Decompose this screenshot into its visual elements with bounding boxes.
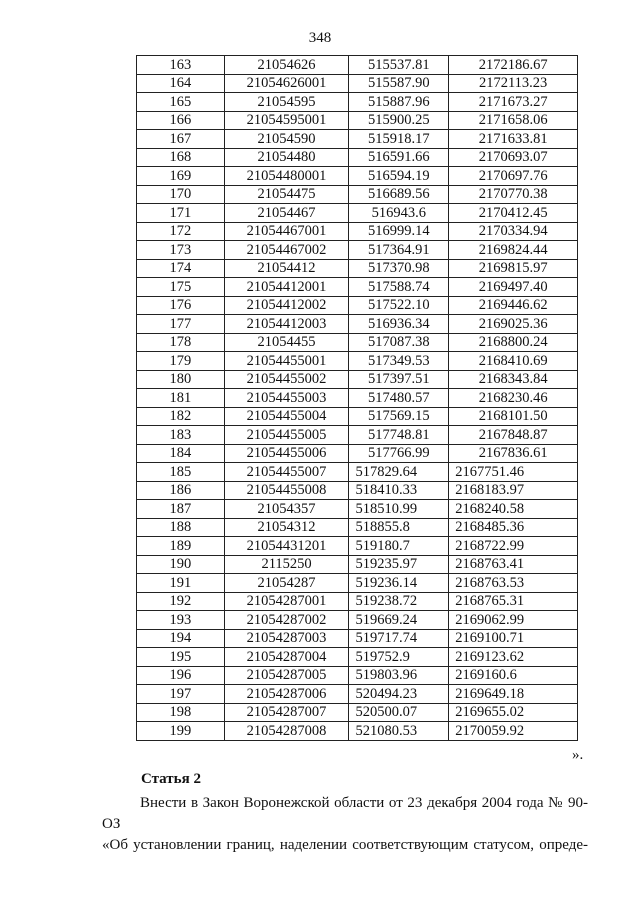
table-row [137, 259, 578, 278]
x-coordinate-cell: 521080.53 [349, 722, 449, 741]
table-row [137, 167, 578, 186]
point-code-cell: 21054287006 [224, 685, 349, 704]
row-number-cell: 173 [137, 241, 225, 260]
point-code-cell: 21054287007 [224, 703, 349, 722]
x-coordinate-cell: 517397.51 [349, 370, 449, 389]
y-coordinate-cell: 2172113.23 [449, 74, 578, 93]
y-coordinate-cell: 2170059.92 [449, 722, 578, 741]
row-number-cell: 190 [137, 555, 225, 574]
row-number-cell: 199 [137, 722, 225, 741]
point-code-cell: 21054357 [224, 500, 349, 519]
x-coordinate-cell: 519235.97 [349, 555, 449, 574]
x-coordinate-cell: 519180.7 [349, 537, 449, 556]
table-row [137, 481, 578, 500]
table-row [137, 703, 578, 722]
point-code-cell: 21054595 [224, 93, 349, 112]
article-body-line-1: Внести в Закон Воронежской области от 23 декабря 2004 года № 90-ОЗ [102, 795, 588, 832]
table-row [137, 148, 578, 167]
y-coordinate-cell: 2169100.71 [449, 629, 578, 648]
y-coordinate-cell: 2168800.24 [449, 333, 578, 352]
point-code-cell: 21054287003 [224, 629, 349, 648]
table-row [137, 278, 578, 297]
row-number-cell: 183 [137, 426, 225, 445]
y-coordinate-cell: 2168763.41 [449, 555, 578, 574]
x-coordinate-cell: 516936.34 [349, 315, 449, 334]
y-coordinate-cell: 2168240.58 [449, 500, 578, 519]
row-number-cell: 180 [137, 370, 225, 389]
table-row [137, 648, 578, 667]
row-number-cell: 171 [137, 204, 225, 223]
x-coordinate-cell: 517370.98 [349, 259, 449, 278]
row-number-cell: 164 [137, 74, 225, 93]
y-coordinate-cell: 2170770.38 [449, 185, 578, 204]
point-code-cell: 21054287005 [224, 666, 349, 685]
table-row [137, 463, 578, 482]
coordinates-table [136, 55, 578, 741]
y-coordinate-cell: 2167848.87 [449, 426, 578, 445]
point-code-cell: 21054287002 [224, 611, 349, 630]
table-row [137, 74, 578, 93]
x-coordinate-cell: 516943.6 [349, 204, 449, 223]
closing-quote: ». [572, 747, 584, 763]
x-coordinate-cell: 519669.24 [349, 611, 449, 630]
y-coordinate-cell: 2168343.84 [449, 370, 578, 389]
row-number-cell: 188 [137, 518, 225, 537]
x-coordinate-cell: 517569.15 [349, 407, 449, 426]
point-code-cell: 21054287 [224, 574, 349, 593]
point-code-cell: 21054455007 [224, 463, 349, 482]
x-coordinate-cell: 515537.81 [349, 56, 449, 75]
row-number-cell: 176 [137, 296, 225, 315]
y-coordinate-cell: 2169497.40 [449, 278, 578, 297]
table-row [137, 555, 578, 574]
table-row [137, 407, 578, 426]
table-row [137, 185, 578, 204]
table-row [137, 629, 578, 648]
x-coordinate-cell: 517364.91 [349, 241, 449, 260]
table-row [137, 296, 578, 315]
point-code-cell: 21054287008 [224, 722, 349, 741]
row-number-cell: 175 [137, 278, 225, 297]
row-number-cell: 179 [137, 352, 225, 371]
x-coordinate-cell: 519717.74 [349, 629, 449, 648]
point-code-cell: 21054412001 [224, 278, 349, 297]
row-number-cell: 178 [137, 333, 225, 352]
row-number-cell: 189 [137, 537, 225, 556]
y-coordinate-cell: 2170693.07 [449, 148, 578, 167]
x-coordinate-cell: 517748.81 [349, 426, 449, 445]
point-code-cell: 21054412 [224, 259, 349, 278]
table-row [137, 315, 578, 334]
y-coordinate-cell: 2168765.31 [449, 592, 578, 611]
table-row [137, 500, 578, 519]
point-code-cell: 21054287004 [224, 648, 349, 667]
point-code-cell: 21054312 [224, 518, 349, 537]
x-coordinate-cell: 517480.57 [349, 389, 449, 408]
x-coordinate-cell: 519752.9 [349, 648, 449, 667]
table-row [137, 241, 578, 260]
y-coordinate-cell: 2168410.69 [449, 352, 578, 371]
y-coordinate-cell: 2169815.97 [449, 259, 578, 278]
row-number-cell: 172 [137, 222, 225, 241]
point-code-cell: 21054455003 [224, 389, 349, 408]
x-coordinate-cell: 516689.56 [349, 185, 449, 204]
table-row [137, 333, 578, 352]
row-number-cell: 181 [137, 389, 225, 408]
y-coordinate-cell: 2169446.62 [449, 296, 578, 315]
article-heading: Статья 2 [141, 771, 201, 787]
table-row [137, 370, 578, 389]
row-number-cell: 192 [137, 592, 225, 611]
x-coordinate-cell: 515918.17 [349, 130, 449, 149]
y-coordinate-cell: 2171673.27 [449, 93, 578, 112]
x-coordinate-cell: 519803.96 [349, 666, 449, 685]
point-code-cell: 21054626001 [224, 74, 349, 93]
y-coordinate-cell: 2168763.53 [449, 574, 578, 593]
y-coordinate-cell: 2170334.94 [449, 222, 578, 241]
x-coordinate-cell: 515887.96 [349, 93, 449, 112]
point-code-cell: 21054455002 [224, 370, 349, 389]
table-row [137, 93, 578, 112]
table-row [137, 685, 578, 704]
point-code-cell: 21054590 [224, 130, 349, 149]
point-code-cell: 21054467 [224, 204, 349, 223]
point-code-cell: 21054455006 [224, 444, 349, 463]
table-row [137, 666, 578, 685]
table-row [137, 444, 578, 463]
point-code-cell: 21054595001 [224, 111, 349, 130]
row-number-cell: 186 [137, 481, 225, 500]
y-coordinate-cell: 2167751.46 [449, 463, 578, 482]
x-coordinate-cell: 518510.99 [349, 500, 449, 519]
table-row [137, 204, 578, 223]
point-code-cell: 21054475 [224, 185, 349, 204]
row-number-cell: 185 [137, 463, 225, 482]
y-coordinate-cell: 2172186.67 [449, 56, 578, 75]
table-row [137, 426, 578, 445]
y-coordinate-cell: 2169123.62 [449, 648, 578, 667]
article-body [102, 793, 588, 856]
table-row [137, 111, 578, 130]
x-coordinate-cell: 516594.19 [349, 167, 449, 186]
table-row [137, 130, 578, 149]
y-coordinate-cell: 2168485.36 [449, 518, 578, 537]
article-body-line-2: «Об установлении границ, наделении соответствующим статусом, опреде- [102, 837, 588, 853]
x-coordinate-cell: 516999.14 [349, 222, 449, 241]
point-code-cell: 21054467001 [224, 222, 349, 241]
x-coordinate-cell: 519238.72 [349, 592, 449, 611]
y-coordinate-cell: 2167836.61 [449, 444, 578, 463]
row-number-cell: 193 [137, 611, 225, 630]
point-code-cell: 21054467002 [224, 241, 349, 260]
page-number: 348 [308, 30, 332, 46]
row-number-cell: 198 [137, 703, 225, 722]
table-row [137, 592, 578, 611]
table-row [137, 537, 578, 556]
table-row [137, 352, 578, 371]
row-number-cell: 187 [137, 500, 225, 519]
x-coordinate-cell: 517087.38 [349, 333, 449, 352]
x-coordinate-cell: 520494.23 [349, 685, 449, 704]
table-row [137, 722, 578, 741]
coordinates-table-body [137, 56, 578, 741]
point-code-cell: 21054455 [224, 333, 349, 352]
table-row [137, 574, 578, 593]
x-coordinate-cell: 518410.33 [349, 481, 449, 500]
x-coordinate-cell: 517766.99 [349, 444, 449, 463]
x-coordinate-cell: 517829.64 [349, 463, 449, 482]
x-coordinate-cell: 515587.90 [349, 74, 449, 93]
x-coordinate-cell: 518855.8 [349, 518, 449, 537]
row-number-cell: 169 [137, 167, 225, 186]
y-coordinate-cell: 2170412.45 [449, 204, 578, 223]
y-coordinate-cell: 2169062.99 [449, 611, 578, 630]
y-coordinate-cell: 2170697.76 [449, 167, 578, 186]
point-code-cell: 21054287001 [224, 592, 349, 611]
point-code-cell: 21054455001 [224, 352, 349, 371]
y-coordinate-cell: 2171633.81 [449, 130, 578, 149]
y-coordinate-cell: 2168230.46 [449, 389, 578, 408]
row-number-cell: 194 [137, 629, 225, 648]
row-number-cell: 182 [137, 407, 225, 426]
row-number-cell: 166 [137, 111, 225, 130]
point-code-cell: 21054412003 [224, 315, 349, 334]
x-coordinate-cell: 516591.66 [349, 148, 449, 167]
point-code-cell: 21054626 [224, 56, 349, 75]
row-number-cell: 184 [137, 444, 225, 463]
row-number-cell: 197 [137, 685, 225, 704]
row-number-cell: 195 [137, 648, 225, 667]
point-code-cell: 21054480001 [224, 167, 349, 186]
table-row [137, 611, 578, 630]
point-code-cell: 21054455008 [224, 481, 349, 500]
y-coordinate-cell: 2168722.99 [449, 537, 578, 556]
row-number-cell: 167 [137, 130, 225, 149]
y-coordinate-cell: 2169649.18 [449, 685, 578, 704]
point-code-cell: 21054455004 [224, 407, 349, 426]
y-coordinate-cell: 2169025.36 [449, 315, 578, 334]
y-coordinate-cell: 2169160.6 [449, 666, 578, 685]
table-row [137, 389, 578, 408]
y-coordinate-cell: 2168183.97 [449, 481, 578, 500]
x-coordinate-cell: 515900.25 [349, 111, 449, 130]
x-coordinate-cell: 517349.53 [349, 352, 449, 371]
table-row [137, 56, 578, 75]
row-number-cell: 196 [137, 666, 225, 685]
x-coordinate-cell: 519236.14 [349, 574, 449, 593]
y-coordinate-cell: 2171658.06 [449, 111, 578, 130]
row-number-cell: 174 [137, 259, 225, 278]
point-code-cell: 21054431201 [224, 537, 349, 556]
x-coordinate-cell: 517522.10 [349, 296, 449, 315]
point-code-cell: 21054480 [224, 148, 349, 167]
row-number-cell: 165 [137, 93, 225, 112]
row-number-cell: 168 [137, 148, 225, 167]
table-row [137, 222, 578, 241]
y-coordinate-cell: 2169655.02 [449, 703, 578, 722]
y-coordinate-cell: 2169824.44 [449, 241, 578, 260]
point-code-cell: 21054412002 [224, 296, 349, 315]
point-code-cell: 2115250 [224, 555, 349, 574]
table-row [137, 518, 578, 537]
point-code-cell: 21054455005 [224, 426, 349, 445]
x-coordinate-cell: 517588.74 [349, 278, 449, 297]
row-number-cell: 191 [137, 574, 225, 593]
y-coordinate-cell: 2168101.50 [449, 407, 578, 426]
row-number-cell: 177 [137, 315, 225, 334]
row-number-cell: 163 [137, 56, 225, 75]
row-number-cell: 170 [137, 185, 225, 204]
x-coordinate-cell: 520500.07 [349, 703, 449, 722]
